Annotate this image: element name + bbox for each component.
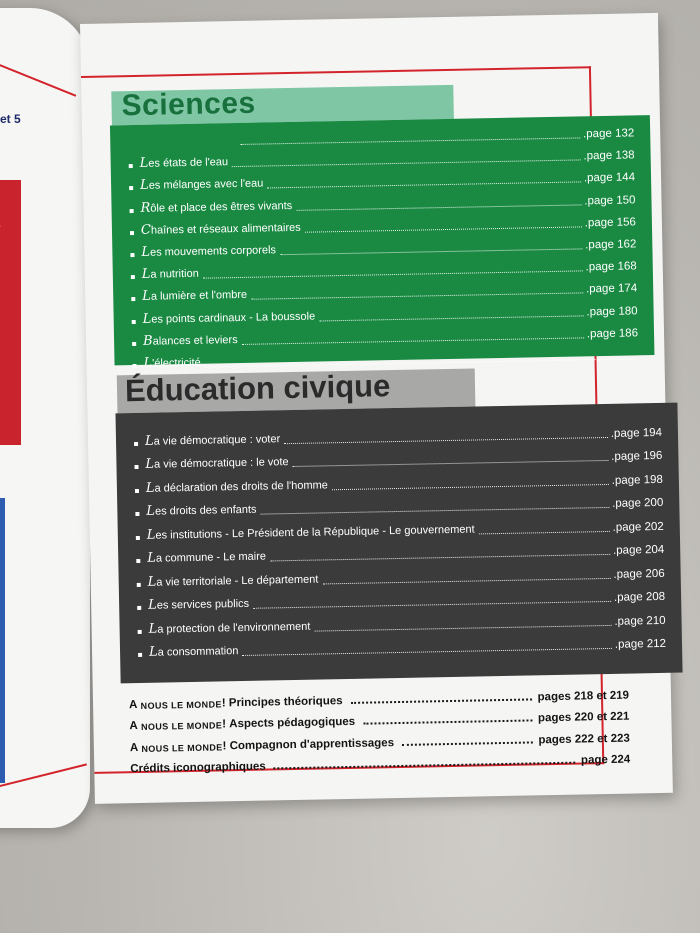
brand-bang: ! — [222, 718, 227, 731]
bullet-icon — [135, 512, 139, 516]
civique-toc-box — [115, 403, 682, 684]
toc-entry-initial: L — [145, 480, 155, 496]
toc-entry-initial: L — [147, 574, 157, 590]
left-page-red-rule-bottom — [0, 763, 87, 792]
bullet-icon — [132, 319, 136, 323]
appendix-page: pages 218 et 219 — [537, 689, 630, 703]
toc-entry-text: es mélanges avec l'eau — [148, 177, 264, 193]
toc-page-number: .page 138 — [583, 149, 635, 163]
brand-a: A — [128, 698, 138, 711]
left-facing-page — [0, 8, 90, 828]
left-red-number — [0, 380, 21, 403]
left-red-number — [0, 288, 21, 311]
left-red-number — [0, 334, 21, 357]
appendix-page: pages 220 et 221 — [537, 710, 630, 725]
toc-entry-initial: L — [139, 155, 149, 172]
appendix-title: Compagnon d'apprentissages — [229, 736, 395, 752]
toc-entry-initial: C — [140, 222, 152, 238]
toc-entry-title — [147, 549, 266, 566]
dot-leader — [350, 692, 531, 703]
toc-entry-initial: L — [145, 456, 155, 472]
toc-entry-initial: R — [140, 200, 151, 216]
bullet-icon — [134, 465, 138, 469]
bullet-icon — [138, 653, 142, 657]
toc-entry-title — [142, 266, 199, 282]
toc-page-number: .page 200 — [612, 496, 664, 510]
toc-entry-text: a vie territoriale - Le département — [156, 573, 319, 589]
appendix-list — [129, 680, 631, 776]
toc-entry-text: es services publics — [156, 597, 250, 612]
sciences-heading: Sciences — [121, 86, 256, 123]
bullet-icon — [129, 186, 133, 190]
toc-entry-text: es institutions - Le Président de la République - Le gouvernement — [155, 523, 475, 542]
left-red-number — [0, 242, 21, 265]
brand-name: NOUS LE MONDE — [140, 720, 223, 732]
brand-bang: ! — [221, 696, 226, 709]
appendix-title: Aspects pédagogiques — [229, 715, 356, 731]
bullet-icon — [137, 582, 141, 586]
toc-page-number: .page 186 — [586, 327, 639, 341]
left-red-number — [0, 357, 21, 380]
toc-entry-title — [140, 176, 264, 193]
left-page-red-index-block — [0, 180, 21, 445]
toc-page-number: .page 196 — [611, 449, 663, 463]
toc-entry-initial: L — [146, 527, 156, 543]
toc-entry-title — [148, 618, 310, 636]
toc-page-number: .page 198 — [611, 473, 663, 487]
toc-entry-initial: L — [146, 503, 156, 519]
toc-entry-title — [143, 332, 238, 349]
toc-entry-text: a commune - Le maire — [155, 550, 267, 565]
toc-page-number: .page 204 — [612, 543, 665, 557]
toc-entry-text: a lumière et l'ombre — [150, 289, 248, 304]
toc-entry-title — [141, 220, 301, 238]
toc-entry-title — [143, 355, 200, 371]
left-red-number — [0, 311, 21, 334]
left-page-blue-block — [0, 498, 5, 783]
toc-entry-title — [142, 287, 247, 304]
left-red-number — [0, 265, 21, 288]
dot-leader — [402, 735, 533, 746]
bullet-icon — [131, 297, 135, 301]
toc-entry-initial: L — [144, 433, 154, 449]
brand-bang: ! — [222, 739, 227, 752]
toc-entry-text: a protection de l'environnement — [157, 620, 311, 636]
brand-a: A — [129, 720, 138, 733]
toc-page-number: .page 212 — [614, 637, 667, 651]
civique-heading: Éducation civique — [124, 368, 391, 409]
dot-leader — [479, 523, 610, 534]
bullet-icon — [130, 209, 134, 213]
toc-page-number: .page 202 — [612, 520, 664, 534]
brand-a: A — [129, 741, 139, 754]
toc-page-number: .page 206 — [613, 567, 665, 581]
toc-page-number: .page 210 — [614, 614, 666, 628]
toc-page-number: .page 156 — [584, 216, 637, 230]
toc-entry-title — [148, 596, 249, 613]
toc-page-number: .page 132 — [582, 127, 635, 141]
bullet-icon — [136, 535, 140, 539]
bullet-icon — [134, 441, 138, 445]
toc-entry-title — [145, 454, 288, 472]
bullet-icon — [130, 253, 134, 257]
dot-leader — [242, 641, 612, 656]
bullet-icon — [137, 606, 141, 610]
bullet-icon — [131, 275, 135, 279]
toc-entry-title — [146, 502, 256, 519]
toc-entry-text: es droits des enfants — [154, 503, 257, 518]
toc-entry-initial: L — [142, 311, 152, 327]
toc-entry-initial: L — [147, 550, 157, 566]
appendix-page: pages 222 et 223 — [538, 732, 630, 746]
toc-page-number: .page 162 — [585, 238, 637, 252]
toc-entry-text: alances et leviers — [152, 333, 238, 348]
toc-page-number: .page 194 — [610, 426, 663, 440]
toc-page-number: .page 150 — [584, 193, 636, 207]
left-red-number — [0, 219, 21, 242]
toc-page-number: .page 144 — [583, 171, 636, 185]
toc-entry-title — [140, 154, 229, 171]
dot-leader — [274, 756, 575, 770]
brand-name: NOUS LE MONDE — [140, 698, 222, 711]
toc-page-number: .page 208 — [613, 590, 666, 604]
toc-entry-text: a consommation — [157, 645, 239, 659]
toc-entry-title — [140, 198, 292, 216]
bullet-icon — [130, 231, 134, 235]
appendix-page: page 224 — [580, 753, 631, 767]
toc-entry-text: a vie démocratique : voter — [153, 432, 281, 448]
toc-entry-initial: L — [141, 266, 151, 282]
toc-entry-text: ôle et place des êtres vivants — [150, 199, 293, 215]
toc-page-number: .page 168 — [585, 260, 637, 274]
toc-entry-text: es mouvements corporels — [149, 244, 277, 259]
bullet-icon — [129, 164, 133, 168]
toc-entry-initial: L — [143, 355, 153, 371]
toc-entry-text: haînes et réseaux alimentaires — [150, 221, 301, 237]
toc-entry-text: a vie démocratique : le vote — [153, 456, 289, 471]
left-page-fragment-text: et 5 — [0, 112, 21, 126]
appendix-title: Crédits iconographiques — [130, 760, 266, 776]
toc-entry-initial: L — [139, 178, 149, 194]
toc-page-number: .page 174 — [585, 282, 638, 296]
toc-entry-text: a déclaration des droits de l'homme — [154, 478, 328, 495]
sciences-toc-box — [110, 115, 655, 371]
left-red-number — [0, 196, 21, 219]
toc-entry-text: a nutrition — [150, 267, 199, 281]
toc-entry-initial: L — [142, 289, 152, 305]
toc-page-number: .page 180 — [586, 304, 638, 318]
toc-entry-text: es états de l'eau — [148, 156, 229, 170]
bullet-icon — [133, 364, 137, 368]
bullet-icon — [132, 342, 136, 346]
appendix-title: Principes théoriques — [228, 694, 343, 709]
brand-name: NOUS LE MONDE — [141, 741, 223, 754]
contents-page — [80, 13, 673, 804]
toc-entry-initial: B — [142, 333, 153, 349]
toc-entry-title — [141, 242, 276, 260]
toc-entry-title — [149, 643, 239, 660]
toc-entry-title — [145, 431, 280, 449]
left-red-number — [0, 403, 21, 426]
toc-entry-initial: L — [148, 644, 158, 660]
left-page-red-rule-top — [0, 48, 76, 97]
dot-leader — [363, 713, 532, 724]
toc-entry-initial: L — [148, 621, 158, 637]
toc-entry-text: 'électricité — [152, 356, 201, 370]
toc-entry-initial: L — [148, 597, 157, 613]
toc-entry-initial: L — [141, 244, 151, 260]
bullet-icon — [138, 629, 142, 633]
toc-entry-text: es points cardinaux - La boussole — [151, 310, 316, 326]
bullet-icon — [136, 559, 140, 563]
bullet-icon — [135, 488, 139, 492]
